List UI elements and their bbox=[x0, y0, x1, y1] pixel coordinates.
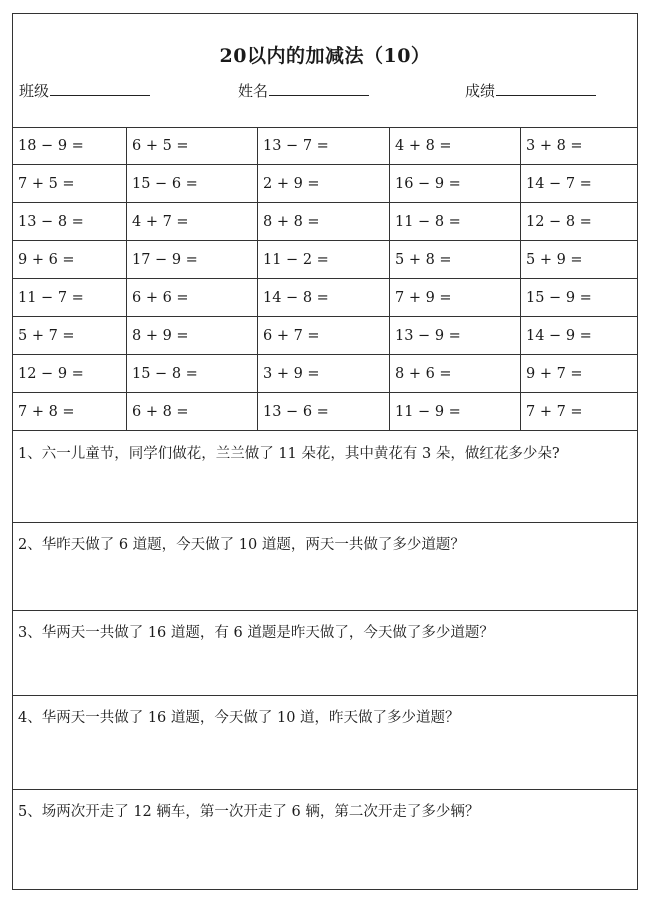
exercise-cell: 14 − 7 = bbox=[521, 165, 637, 203]
exercise-cell: 5 + 7 = bbox=[13, 317, 127, 355]
exercise-cell: 6 + 6 = bbox=[127, 279, 258, 317]
exercise-cell: 16 − 9 = bbox=[390, 165, 521, 203]
score-input[interactable] bbox=[496, 81, 596, 96]
class-field bbox=[19, 80, 150, 101]
exercise-cell: 5 + 9 = bbox=[521, 241, 637, 279]
exercise-cell: 14 − 9 = bbox=[521, 317, 637, 355]
exercise-cell: 13 − 9 = bbox=[390, 317, 521, 355]
exercise-cell: 15 − 6 = bbox=[127, 165, 258, 203]
exercise-cell: 8 + 9 = bbox=[127, 317, 258, 355]
exercise-cell: 6 + 8 = bbox=[127, 393, 258, 431]
exercise-cell: 6 + 5 = bbox=[127, 127, 258, 165]
exercise-cell: 8 + 8 = bbox=[258, 203, 390, 241]
name-input[interactable] bbox=[269, 81, 369, 96]
exercise-cell: 3 + 8 = bbox=[521, 127, 637, 165]
exercise-cell: 3 + 9 = bbox=[258, 355, 390, 393]
class-input[interactable] bbox=[50, 81, 150, 96]
exercise-cell: 7 + 5 = bbox=[13, 165, 127, 203]
exercise-cell: 11 − 9 = bbox=[390, 393, 521, 431]
exercise-cell: 12 − 9 = bbox=[13, 355, 127, 393]
exercise-grid bbox=[13, 127, 637, 432]
name-label: 姓名 bbox=[238, 82, 269, 100]
exercise-cell: 5 + 8 = bbox=[390, 241, 521, 279]
worksheet-header bbox=[13, 14, 637, 128]
word-problem-2: 2、华昨天做了 6 道题，今天做了 10 道题，两天一共做了多少道题？ bbox=[13, 523, 637, 611]
exercise-cell: 11 − 2 = bbox=[258, 241, 390, 279]
score-field bbox=[465, 80, 596, 101]
word-problem-3: 3、华两天一共做了 16 道题，有 6 道题是昨天做了，今天做了多少道题？ bbox=[13, 611, 637, 696]
exercise-cell: 9 + 6 = bbox=[13, 241, 127, 279]
exercise-cell: 7 + 7 = bbox=[521, 393, 637, 431]
exercise-cell: 13 − 6 = bbox=[258, 393, 390, 431]
exercise-cell: 18 − 9 = bbox=[13, 127, 127, 165]
worksheet-title: 20以内的加减法（10） bbox=[219, 45, 431, 67]
exercise-cell: 13 − 7 = bbox=[258, 127, 390, 165]
exercise-cell: 6 + 7 = bbox=[258, 317, 390, 355]
exercise-cell: 7 + 9 = bbox=[390, 279, 521, 317]
exercise-cell: 11 − 7 = bbox=[13, 279, 127, 317]
exercise-cell: 11 − 8 = bbox=[390, 203, 521, 241]
exercise-cell: 15 − 9 = bbox=[521, 279, 637, 317]
word-problem-1: 1、六一儿童节，同学们做花，兰兰做了 11 朵花，其中黄花有 3 朵，做红花多少朵? bbox=[13, 432, 637, 523]
exercise-cell: 8 + 6 = bbox=[390, 355, 521, 393]
exercise-cell: 15 − 8 = bbox=[127, 355, 258, 393]
word-problem-5: 5、场两次开走了 12 辆车，第一次开走了 6 辆，第二次开走了多少辆？ bbox=[18, 804, 480, 820]
exercise-cell: 14 − 8 = bbox=[258, 279, 390, 317]
exercise-cell: 7 + 8 = bbox=[13, 393, 127, 431]
name-field bbox=[238, 80, 369, 101]
class-label: 班级 bbox=[19, 82, 50, 100]
exercise-cell: 17 − 9 = bbox=[127, 241, 258, 279]
exercise-cell: 4 + 7 = bbox=[127, 203, 258, 241]
worksheet bbox=[12, 13, 638, 890]
exercise-cell: 12 − 8 = bbox=[521, 203, 637, 241]
exercise-cell: 2 + 9 = bbox=[258, 165, 390, 203]
exercise-cell: 4 + 8 = bbox=[390, 127, 521, 165]
word-problem-4: 4、华两天一共做了 16 道题，今天做了 10 道，昨天做了多少道题？ bbox=[13, 696, 637, 790]
exercise-cell: 13 − 8 = bbox=[13, 203, 127, 241]
exercise-cell: 9 + 7 = bbox=[521, 355, 637, 393]
score-label: 成绩 bbox=[465, 82, 496, 100]
